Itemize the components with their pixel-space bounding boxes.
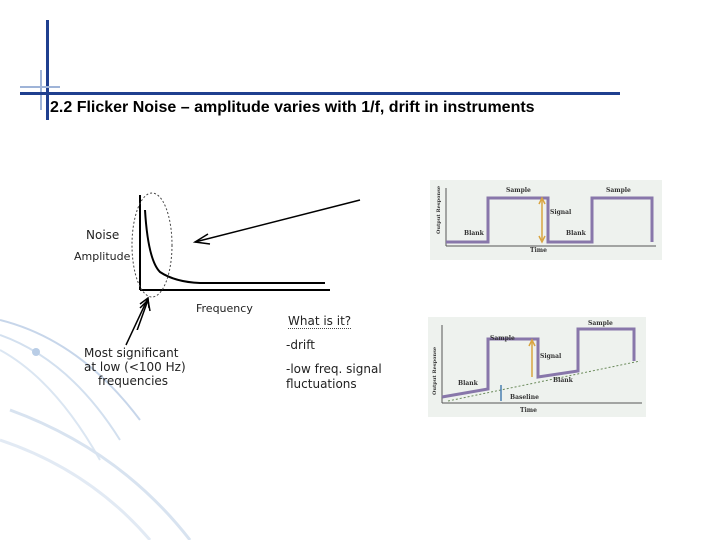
frequency-axis-label: Frequency [196, 302, 253, 315]
plot-top-sample-right: Sample [606, 187, 631, 194]
plot-bottom-y-label: Output Response [432, 346, 438, 396]
drift-answer: -drift [286, 338, 315, 352]
low-frequency-answer [286, 362, 382, 392]
slide-title: 2.2 Flicker Noise – amplitude varies with 1/f, drift in instruments [50, 99, 535, 116]
plot-top-signal-label: Signal [550, 209, 572, 216]
title-accent-horizontal-light [20, 86, 60, 88]
plot-bottom-blank-left: Blank [458, 380, 478, 387]
low-frequency-answer-line1: -low freq. signal [286, 362, 382, 376]
plot-bottom-x-label: Time [520, 407, 537, 414]
low-frequency-answer-line2: fluctuations [286, 377, 357, 391]
title-accent-vertical [46, 20, 49, 120]
plot-top-blank-left: Blank [464, 230, 484, 237]
plot-top-blank-right: Blank [566, 230, 586, 237]
noise-amplitude-label-line1: Noise [86, 228, 120, 242]
note-arrow [120, 290, 180, 350]
low-frequency-note-line1: Most significant [84, 346, 179, 360]
title-accent-horizontal [20, 92, 620, 95]
plot-top-sample-left: Sample [506, 187, 531, 194]
plot-top-x-label: Time [530, 247, 547, 254]
plot-bottom-signal-label: Signal [540, 353, 562, 360]
plot-top-y-label: Output Response [436, 185, 442, 235]
plot-bottom-sample-right: Sample [588, 320, 613, 327]
decorative-swoosh [0, 300, 220, 540]
plot-bottom-baseline-label: Baseline [510, 394, 539, 401]
title-accent-vertical-light [40, 70, 42, 110]
plot-bottom-sample-left: Sample [490, 335, 515, 342]
low-frequency-note [84, 346, 186, 388]
plot-bottom-blank-right: Blank [553, 377, 573, 384]
low-frequency-note-line3: frequencies [98, 374, 169, 388]
low-frequency-note-line2: at low (<100 Hz) [84, 360, 186, 374]
output-response-plot-bottom-graphic [428, 317, 646, 417]
noise-amplitude-label-line2: Amplitude [74, 250, 131, 263]
what-is-it-question: What is it? [288, 314, 352, 328]
